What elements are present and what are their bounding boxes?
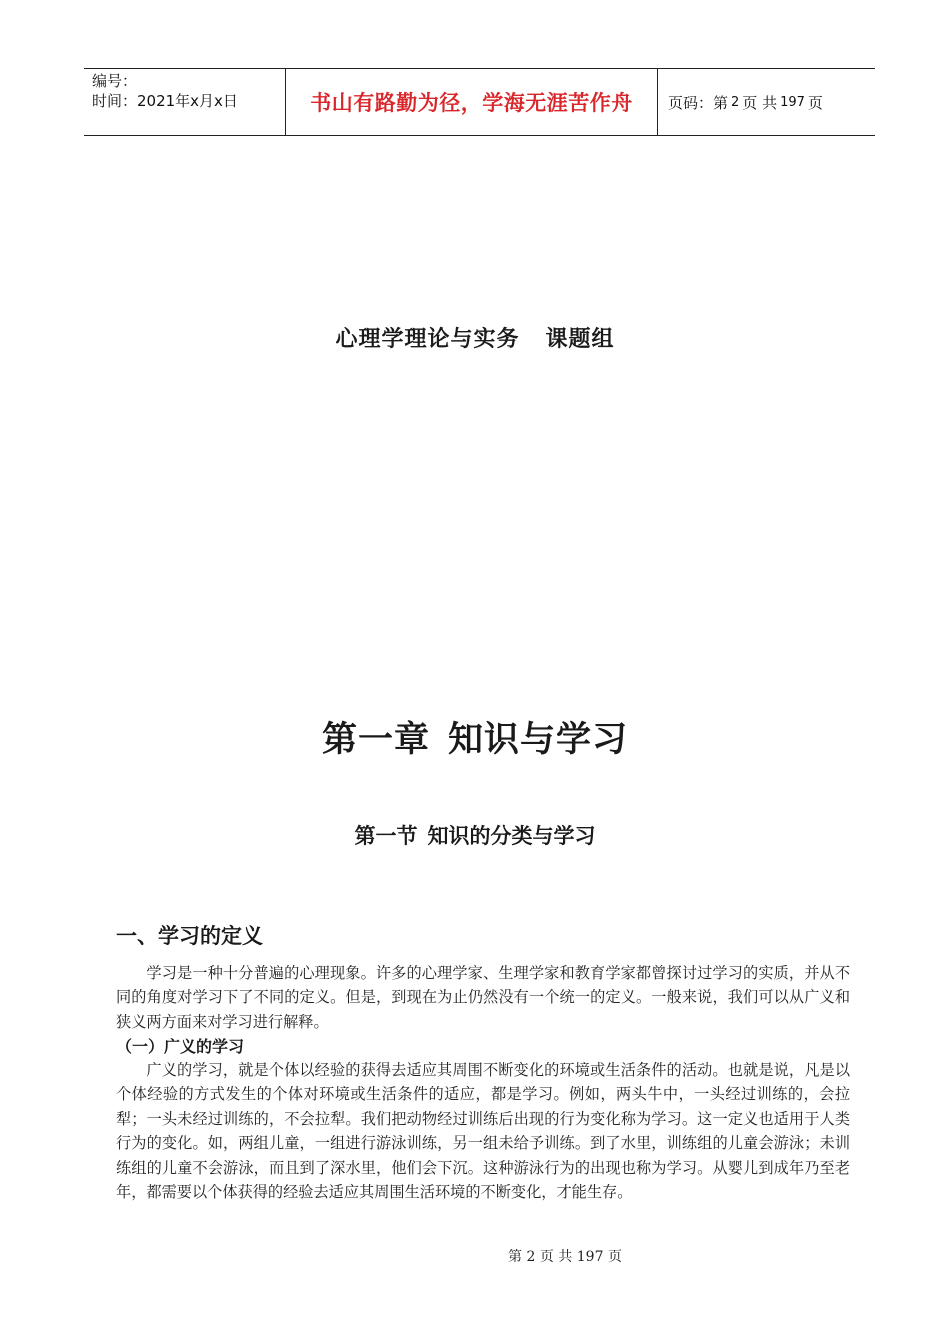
header-meta-cell — [84, 69, 285, 135]
section-title — [0, 820, 950, 850]
section-name: 知识的分类与学习 — [427, 823, 596, 848]
page-footer — [0, 1246, 950, 1266]
footer-prefix: 第 — [508, 1249, 523, 1265]
paragraph-intro: 学习是一种十分普遍的心理现象。许多的心理学家、生理学家和教育学家都曾探讨过学习的实质，并从不同的角度对学习下了不同的定义。但是，到现在为止仍然没有一个统一的定义。一般来说，我们可以从广义和狭义两方面来对学习进行解释。 — [116, 964, 850, 1031]
header-page-cell — [658, 69, 875, 135]
serial-label: 编号： — [92, 72, 138, 90]
paragraph-broad-learning: 广义的学习，就是个体以经验的获得去适应其周围不断变化的环境或生活条件的活动。也就是说，凡是以个体经验的方式发生的个体对环境或生活条件的适应，都是学习。例如，两头牛中，一头经过训练的，会拉犁；一头未经过训练的，不会拉犁。我们把动物经过训练后出现的行为变化称为学习。这一定义也适用于人类行为的变化。如，两组儿童，一组进行游泳训练，另一组未给予训练。到了水里，训练组的儿童会游泳；未训练组的儿童不会游泳，而且到了深水里，他们会下沉。这种游泳行为的出现也称为学习。从婴儿到成年乃至老年，都需要以个体获得的经验去适应其周围生活环境的不断变化，才能生存。 — [116, 1061, 850, 1202]
chapter-name: 知识与学习 — [448, 719, 629, 760]
page-header — [84, 68, 875, 136]
group-title — [0, 322, 950, 353]
header-page-middle: 页 共 — [742, 93, 778, 112]
header-page-current: 2 — [731, 94, 740, 110]
heading-definition: 一、学习的定义 — [116, 924, 263, 948]
header-page-prefix: 页码：第 — [668, 93, 729, 112]
section-number: 第一节 — [354, 823, 418, 848]
header-motto-cell — [285, 69, 658, 135]
heading-broad-learning: （一）广义的学习 — [116, 1037, 245, 1056]
chapter-title — [0, 712, 950, 762]
header-motto: 书山有路勤为径，学海无涯苦作舟 — [310, 91, 633, 115]
footer-total: 197 — [576, 1249, 604, 1265]
group-name: 心理学理论与实务 — [335, 326, 520, 352]
group-suffix: 课题组 — [545, 326, 615, 352]
header-page-total: 197 — [780, 94, 805, 110]
footer-suffix: 页 — [607, 1249, 622, 1265]
header-page-suffix: 页 — [807, 93, 823, 112]
chapter-number: 第一章 — [321, 719, 430, 760]
footer-middle: 页 共 — [539, 1249, 573, 1265]
footer-current: 2 — [526, 1249, 536, 1265]
date-label: 时间：2021年x月x日 — [92, 92, 238, 110]
